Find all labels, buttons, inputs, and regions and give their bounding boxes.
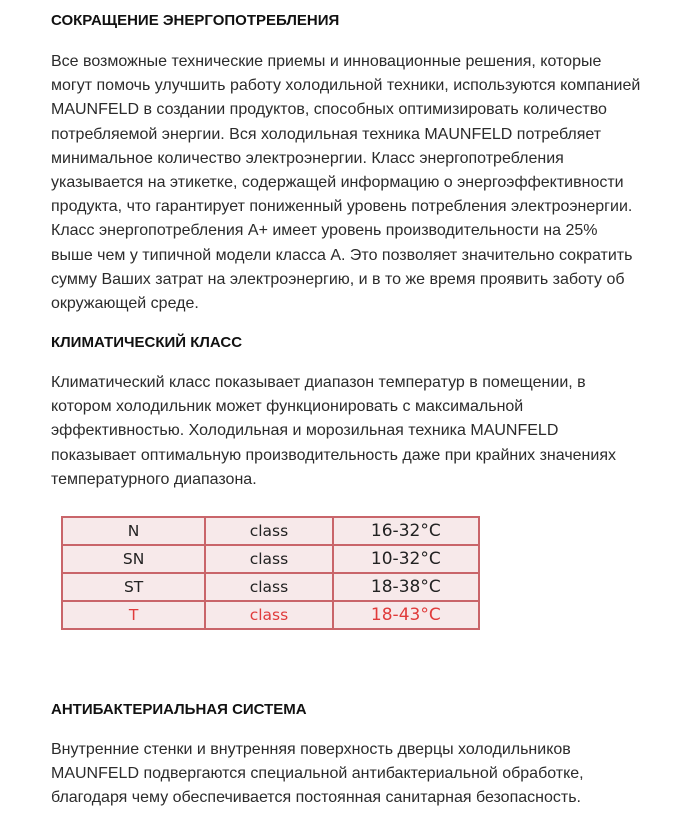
section-body-climate-class: Климатический класс показывает диапазон температур в помещении, в котором холодильник может функционировать с максимальной эффективностью. Холодильная и морозильная техника MAUNFELD показывает оптимальную производительность даже при крайних значениях температурного диапазона. xyxy=(51,374,616,488)
climate-label-cell: class xyxy=(205,601,332,629)
climate-label-cell: class xyxy=(205,517,332,545)
section-body-antibacterial: Внутренние стенки и внутренняя поверхность дверцы холодильников MAUNFELD подвергаются специальной антибактериальной обработке, благодаря чему обеспечивается постоянная санитарная безопасность. xyxy=(51,741,584,807)
climate-label-cell: class xyxy=(205,573,332,601)
table-row xyxy=(62,545,479,573)
climate-code-cell: N xyxy=(62,517,205,545)
section-heading-antibacterial: АНТИБАКТЕРИАЛЬНАЯ СИСТЕМА xyxy=(51,701,307,718)
climate-range-cell: 10-32°C xyxy=(333,545,479,573)
table-row xyxy=(62,573,479,601)
climate-code-cell: T xyxy=(62,601,205,629)
climate-code-cell: ST xyxy=(62,573,205,601)
table-row-highlighted xyxy=(62,601,479,629)
climate-class-table xyxy=(61,516,480,630)
climate-label-cell: class xyxy=(205,545,332,573)
climate-range-cell: 18-38°C xyxy=(333,573,479,601)
section-body-energy: Все возможные технические приемы и инновационные решения, которые могут помочь улучшить работу холодильной техники, используются компанией MAUNFELD в создании продуктов, способных оптимизировать количество потребляемой энергии. Вся холодильная техника MAUNFELD потребляет минимальное количество электроэнергии. Класс энергопотребления указывается на этикетке, содержащей информацию о энергоэффективности продукта, что гарантирует пониженный уровень потребления электроэнергии. Класс энергопотребления А+ имеет уровень производительности на 25% выше чем у типичной модели класса А. Это позволяет значительно сократить сумму Ваших затрат на электроэнергию, и в то же время проявить заботу об окружающей среде. xyxy=(51,53,641,313)
climate-range-cell: 16-32°C xyxy=(333,517,479,545)
table-row xyxy=(62,517,479,545)
section-heading-climate-class: КЛИМАТИЧЕСКИЙ КЛАСС xyxy=(51,334,243,351)
climate-range-cell: 18-43°C xyxy=(333,601,479,629)
climate-code-cell: SN xyxy=(62,545,205,573)
section-heading-energy: СОКРАЩЕНИЕ ЭНЕРГОПОТРЕБЛЕНИЯ xyxy=(51,12,340,29)
